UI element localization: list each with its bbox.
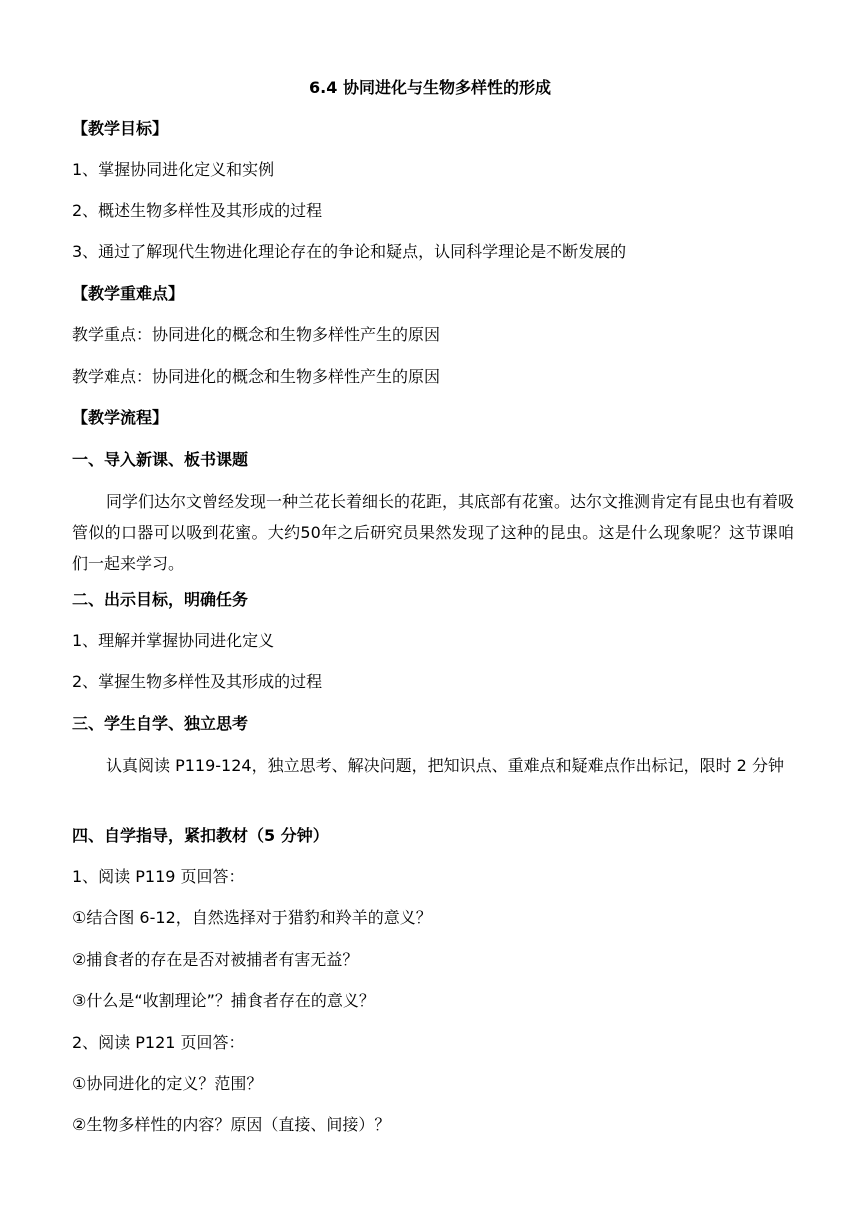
objective-item: 3、通过了解现代生物进化理论存在的争论和疑点，认同科学理论是不断发展的 — [72, 242, 627, 261]
objective-item: 1、掌握协同进化定义和实例 — [72, 160, 275, 179]
key-point-difficulty: 教学难点：协同进化的概念和生物多样性产生的原因 — [72, 367, 441, 386]
document-title: 6.4 协同进化与生物多样性的形成 — [309, 78, 551, 97]
question-item: ①结合图 6-12，自然选择对于猎豹和羚羊的意义？ — [72, 908, 432, 927]
objectives-heading: 【教学目标】 — [72, 119, 169, 138]
section-heading: 四、自学指导，紧扣教材（5 分钟） — [72, 826, 329, 845]
process-heading: 【教学流程】 — [72, 408, 169, 427]
question-item: ②生物多样性的内容？原因（直接、间接）？ — [72, 1115, 391, 1134]
question-item: ③什么是“收割理论”？捕食者存在的意义？ — [72, 991, 375, 1010]
intro-paragraph: 同学们达尔文曾经发现一种兰花长着细长的花距，其底部有花蜜。达尔文推测肯定有昆虫也有着吸管似的口器可以吸到花蜜。大约50年之后研究员果然发现了这种的昆虫。这是什么现象呢？这节课咱们一起来学习。 — [72, 492, 795, 573]
objective-item: 2、概述生物多样性及其形成的过程 — [72, 201, 323, 220]
reading-instruction: 2、阅读 P121 页回答： — [72, 1033, 245, 1052]
task-item: 2、掌握生物多样性及其形成的过程 — [72, 672, 323, 691]
section-heading: 三、学生自学、独立思考 — [72, 714, 249, 733]
question-item: ②捕食者的存在是否对被捕者有害无益？ — [72, 950, 359, 969]
key-point-focus: 教学重点：协同进化的概念和生物多样性产生的原因 — [72, 325, 441, 344]
task-item: 1、理解并掌握协同进化定义 — [72, 631, 275, 650]
key-points-heading: 【教学重难点】 — [72, 284, 185, 303]
question-item: ①协同进化的定义？范围？ — [72, 1074, 263, 1093]
section-heading: 二、出示目标，明确任务 — [72, 590, 249, 609]
section-heading: 一、导入新课、板书课题 — [72, 450, 249, 469]
reading-instruction: 1、阅读 P119 页回答： — [72, 867, 245, 886]
self-study-paragraph: 认真阅读 P119-124，独立思考、解决问题，把知识点、重难点和疑难点作出标记，限时 2 分钟 — [106, 756, 784, 775]
